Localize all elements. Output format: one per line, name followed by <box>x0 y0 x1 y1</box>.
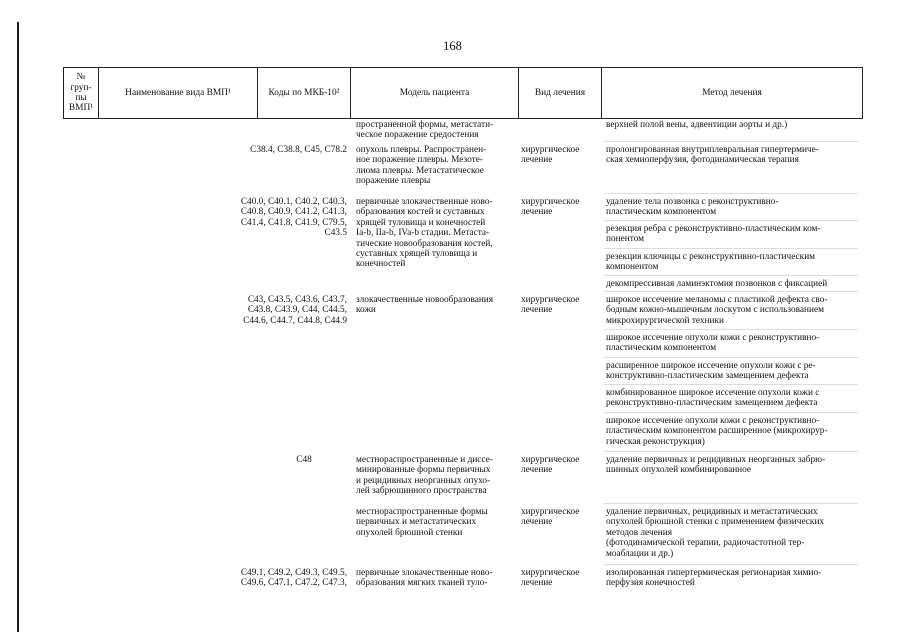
treatment-method-cell: удаление первичных и рецидивных неорганных забрю- шинных опухолей комбинированное <box>606 455 826 476</box>
treatment-method-cell: широкое иссечение опухоли кожи с реконструктивно- пластическим компонентом расширенное (микрохирур- гическая реконструкция) <box>606 416 828 447</box>
method-divider <box>604 412 858 413</box>
method-divider <box>604 357 858 358</box>
patient-model-cell: местнораспространенные формы первичных и метастатических опухолей брюшной стенки <box>356 507 488 538</box>
treatment-method-cell: широкое иссечение опухоли кожи с реконструктивно- пластическим компонентом <box>606 333 820 354</box>
header-patient-model: Модель пациента <box>399 87 470 98</box>
patient-model-cell: первичные злокачественные ново- образования костей и суставных хрящей туловища и конечностей Ia-b, IIa-b, IVa-b стадии. Метаста- тические новообразования костей, суставных хрящей туловища и конечностей <box>356 197 493 270</box>
header-vmp-name: Наименование вида ВМП¹ <box>125 87 231 98</box>
header-divider <box>862 67 863 119</box>
method-divider <box>604 564 858 565</box>
method-divider <box>604 451 858 452</box>
treatment-method-cell: декомпрессивная ламинэктомия позвонков с фиксацией <box>606 279 828 289</box>
header-treatment-type: Вид лечения <box>534 87 586 98</box>
treatment-method-cell: верхней полой вены, адвентиции аорты и др.) <box>606 120 788 130</box>
treatment-type-cell: хирургическое лечение <box>521 197 580 218</box>
method-divider <box>604 503 858 504</box>
treatment-method-cell: пролонгированная внутриплевральная гипертермиче- ская хемиоперфузия, фотодинамическая терапия <box>606 145 819 166</box>
treatment-type-cell: хирургическое лечение <box>521 507 580 528</box>
icd-codes-cell: C38.4, C38.8, C45, C78.2 <box>250 145 347 155</box>
method-divider <box>604 329 858 330</box>
patient-model-cell: местнораспространенные и диссе- минированные формы первичных и рецидивных неорганных опухо- лей забрюшинного пространства <box>356 455 493 497</box>
method-divider <box>604 291 858 292</box>
treatment-method-cell: широкое иссечение меланомы с пластикой дефекта сво- бодным кожно-мышечным лоскутом с использованием микрохирургической техники <box>606 295 828 326</box>
treatment-method-cell: расширенное широкое иссечение опухоли кожи с ре- конструктивно-пластическим замещением дефекта <box>606 361 816 382</box>
icd-codes-cell: C48 <box>296 455 312 465</box>
patient-model-cell: пространенной формы, метастати- ческое поражение средостения <box>356 120 494 141</box>
header-group-number: № груп- пы ВМП¹ <box>68 72 94 114</box>
icd-codes-cell: C49.1, C49.2, C49.3, C49.5, C49.6, C47.1, C47.2, C47.3, <box>240 568 347 589</box>
treatment-method-cell: удаление первичных, рецидивных и метастатических опухолей брюшной стенки с применением физических методов лечения (фотодинамической терапии, радиочастотной тер- моаблации и др.) <box>606 507 825 559</box>
method-divider <box>604 384 858 385</box>
treatment-method-cell: резекция ребра с реконструктивно-пластическим ком- понентом <box>606 224 821 245</box>
icd-codes-cell: C40.0, C40.1, C40.2, C40.3, C40.8, C40.9, C41.2, C41.3, C41.4, C41.8, C41.9, C79.5, C43.5 <box>240 197 347 239</box>
method-divider <box>604 275 858 276</box>
header-bottom-border <box>63 118 863 119</box>
header-icd-codes: Коды по МКБ-10² <box>268 87 340 98</box>
method-divider <box>604 141 858 142</box>
method-divider <box>604 248 858 249</box>
treatment-method-cell: резекция ключицы с реконструктивно-пластическим компонентом <box>606 252 816 273</box>
header-treatment-method: Метод лечения <box>702 87 762 98</box>
patient-model-cell: первичные злокачественные ново- образования мягких тканей туло- <box>356 568 493 589</box>
method-divider <box>604 220 858 221</box>
patient-model-cell: злокачественные новообразования кожи <box>356 295 494 316</box>
treatment-type-cell: хирургическое лечение <box>521 145 580 166</box>
treatment-method-cell: комбинированное широкое иссечение опухоли кожи с реконструктивно-пластическим замещением дефекта <box>606 388 820 409</box>
page-left-edge <box>17 22 19 632</box>
treatment-type-cell: хирургическое лечение <box>521 568 580 589</box>
page-number: 168 <box>443 39 462 53</box>
treatment-type-cell: хирургическое лечение <box>521 455 580 476</box>
method-divider <box>604 193 858 194</box>
treatment-type-cell: хирургическое лечение <box>521 295 580 316</box>
patient-model-cell: опухоль плевры. Распространен- ное поражение плевры. Мезоте- лиома плевры. Метастатическое поражение плевры <box>356 145 487 187</box>
treatment-method-cell: изолированная гипертермическая регионарная химио- перфузия конечностей <box>606 568 822 589</box>
treatment-method-cell: удаление тела позвонка с реконструктивно- пластическим компонентом <box>606 197 779 218</box>
icd-codes-cell: C43, C43.5, C43.6, C43.7, C43.8, C43.9, C44, C44.5, C44.6, C44.7, C44.8, C44.9 <box>243 295 347 326</box>
